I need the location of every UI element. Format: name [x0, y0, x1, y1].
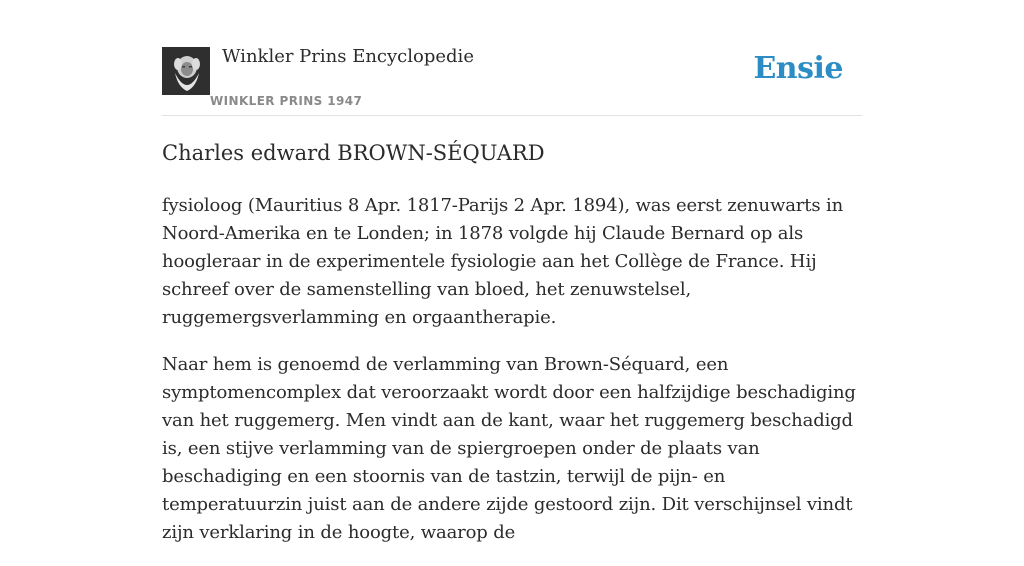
article-paragraph: Naar hem is genoemd de verlamming van Brown-Séquard, een symptomencomplex dat veroorzaakt wordt door een halfzijdige beschadiging van het ruggemerg. Men vindt aan de kant, waar het ruggemerg beschadigd is, een stijve verlamming van de spiergroepen onder de plaats van beschadiging en een stoornis van de tastzin, terwijl de pijn- en temperatuurzin juist aan de andere zijde gestoord zijn. Dit verschijnsel vindt zijn verklaring in de hoogte, waarop de	[162, 354, 856, 543]
article-paragraph: fysioloog (Mauritius 8 Apr. 1817-Parijs 2 Apr. 1894), was eerst zenuwarts in Noord-Amerika en te Londen; in 1878 volgde hij Claude Bernard op als hoogleraar in de experimentele fysiologie aan het Collège de France. Hij schreef over de samenstelling van bloed, het zenuwstelsel, ruggemergsverlamming en orgaantherapie.	[162, 195, 844, 328]
page-header	[162, 0, 862, 116]
brand-logo[interactable]: Ensie	[753, 51, 843, 86]
article-body	[162, 192, 862, 566]
source-title[interactable]: Winkler Prins Encyclopedie	[222, 46, 474, 67]
article-title: Charles edward BROWN-SÉQUARD	[162, 141, 545, 165]
page	[162, 0, 862, 543]
portrait-icon	[162, 47, 210, 95]
author-avatar[interactable]	[162, 47, 210, 95]
source-subtitle[interactable]: WINKLER PRINS 1947	[210, 94, 363, 108]
